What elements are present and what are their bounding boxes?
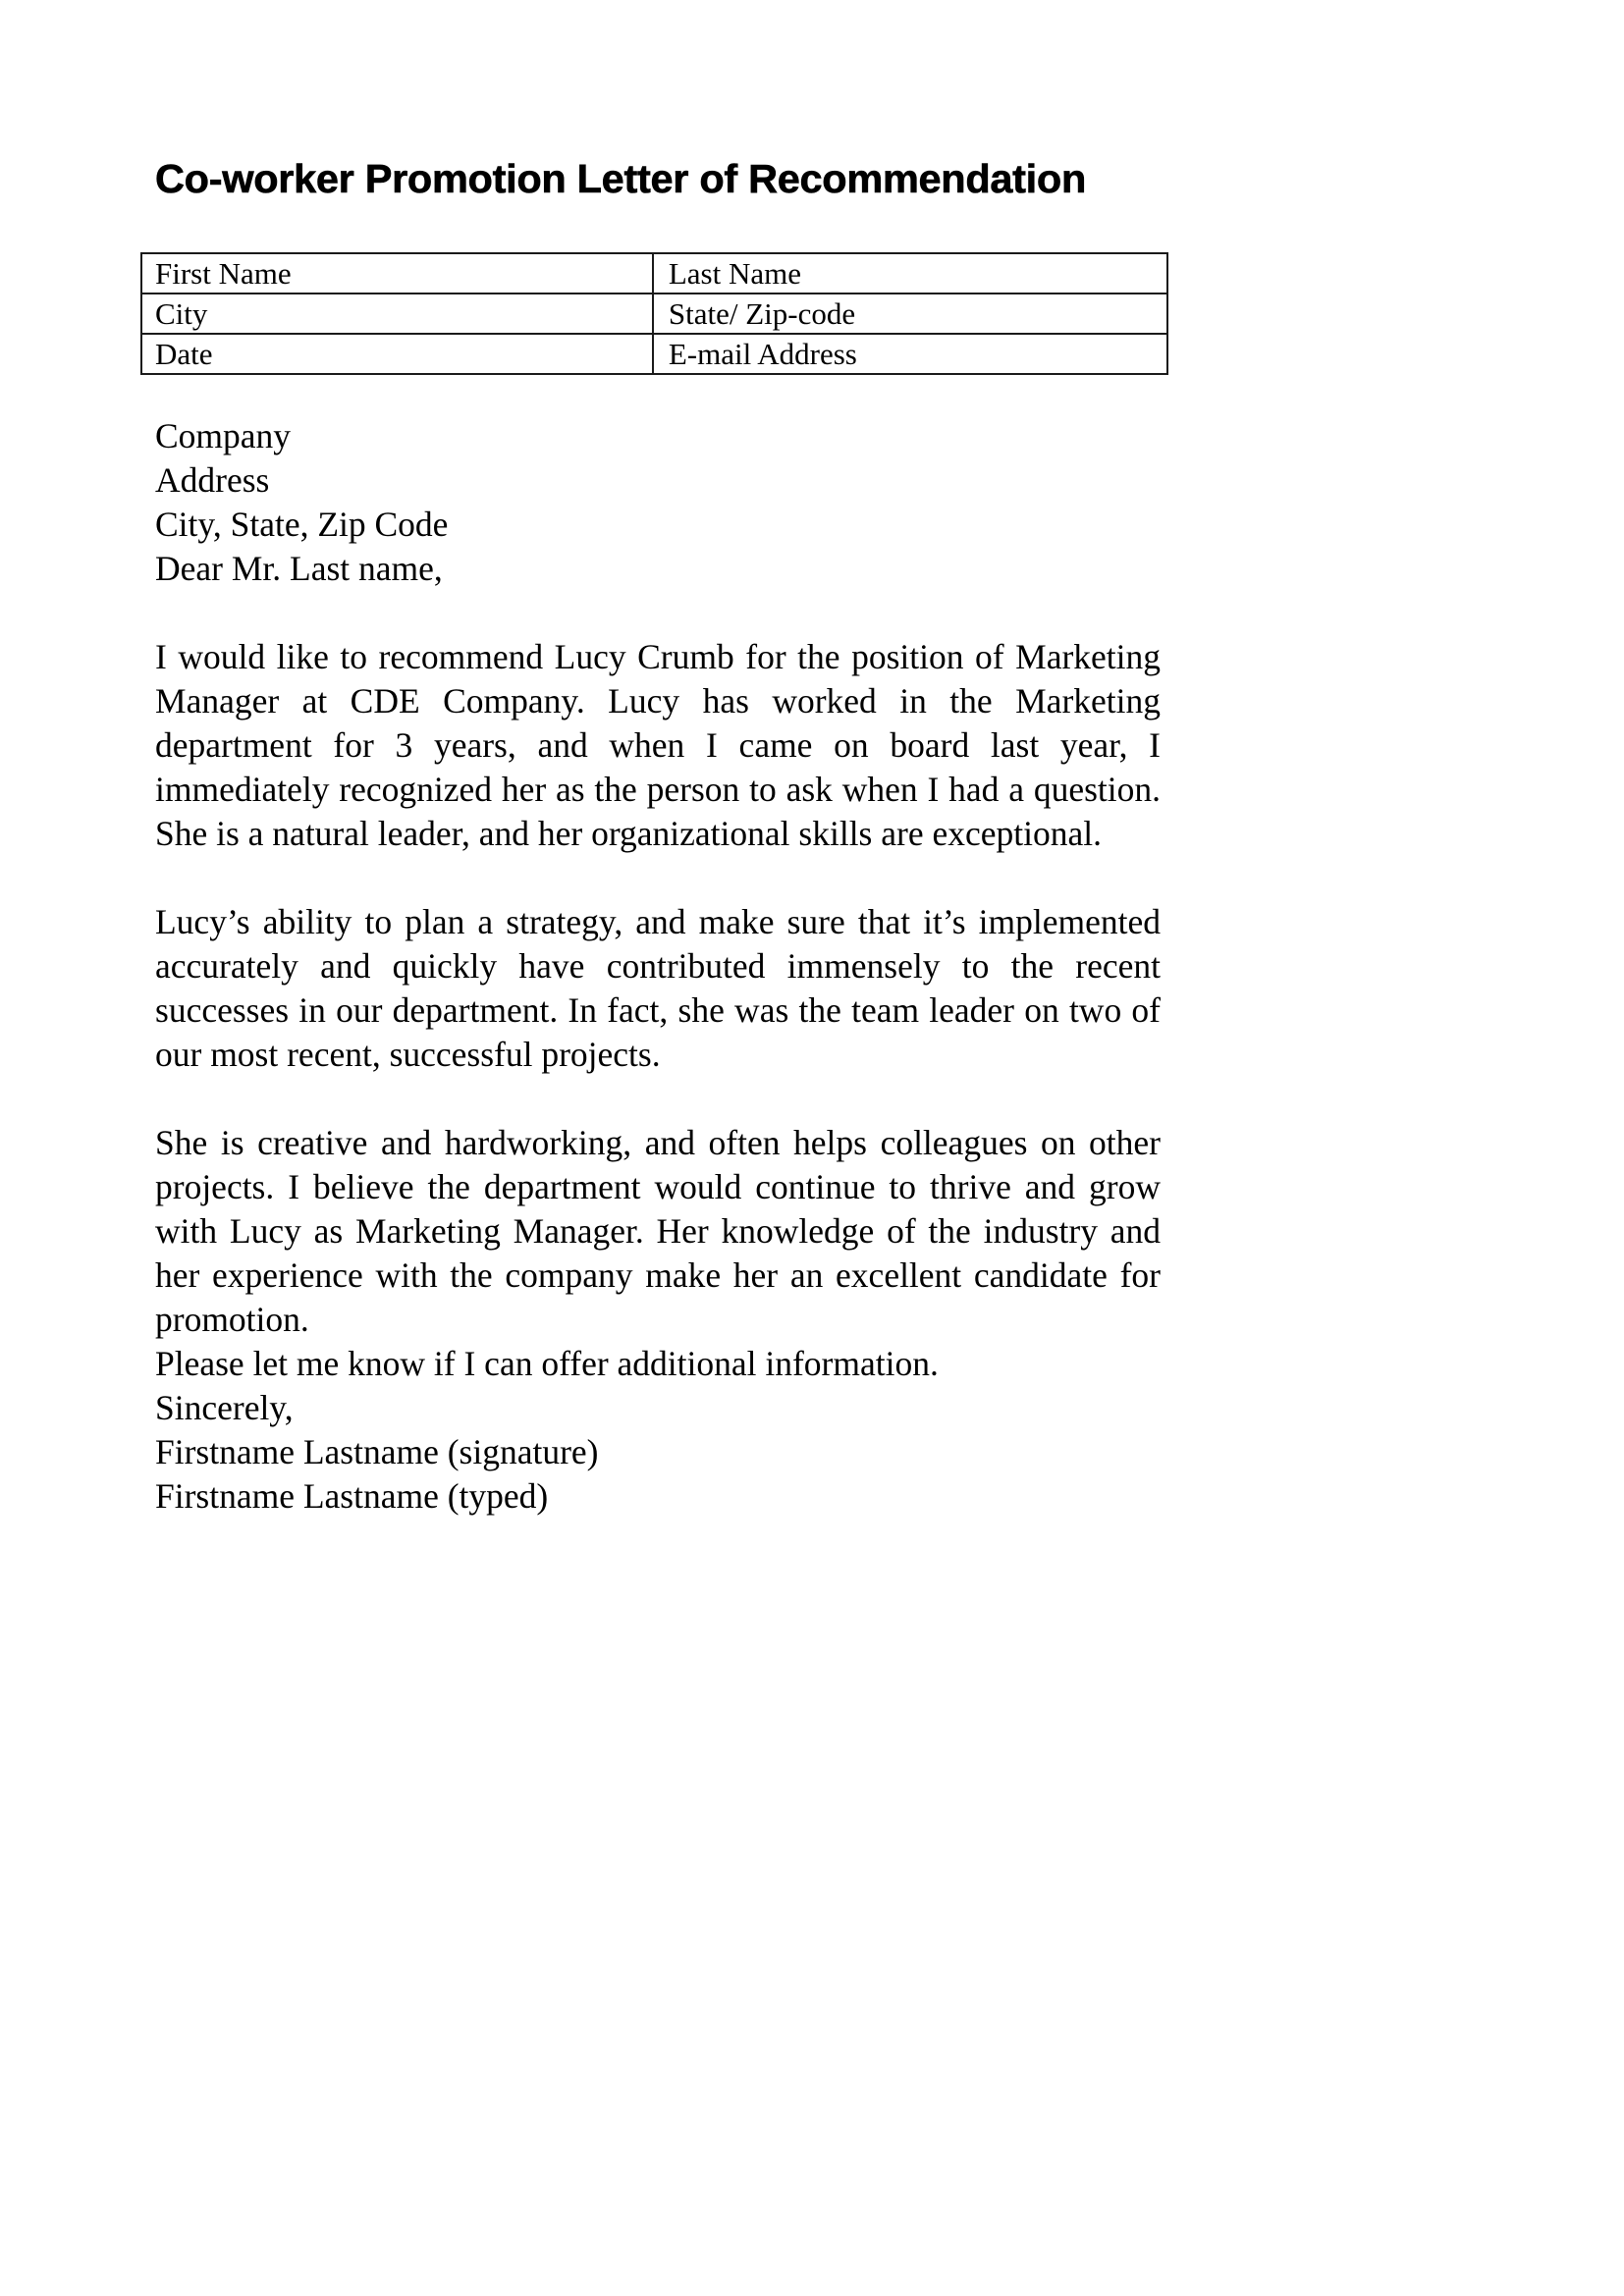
body-paragraph: Lucy’s ability to plan a strategy, and make sure that it’s implemented accurately and quickly have contributed immensely to the recent successes in our department. In fact, she was the team leader on two of our most recent, successful projects. (155, 902, 1161, 1074)
state-zip-cell: State/ Zip-code (653, 294, 1167, 334)
date-cell: Date (141, 334, 653, 374)
recipient-address-block (155, 414, 1161, 591)
title-container (155, 155, 1086, 202)
signature-line: Firstname Lastname (signature) (155, 1432, 599, 1471)
body-paragraph: I would like to recommend Lucy Crumb for the position of Marketing Manager at CDE Company. Lucy has worked in the Marketing department for 3 years, and when I came on board last year, I immediately recognized her as the person to ask when I had a question. She is a natural leader, and her organizational skills are exceptional. (155, 637, 1161, 853)
table-row (141, 253, 1167, 294)
recipient-company: Company (155, 416, 292, 455)
page-title: Co-worker Promotion Letter of Recommendation (155, 156, 1086, 201)
first-name-cell: First Name (141, 253, 653, 294)
table-row (141, 294, 1167, 334)
city-cell: City (141, 294, 653, 334)
sender-info-table (140, 252, 1168, 375)
letter-closing (155, 1342, 1161, 1519)
letter-body (155, 635, 1161, 1519)
recipient-address: Address (155, 460, 270, 500)
valediction: Sincerely, (155, 1388, 294, 1427)
closing-offer: Please let me know if I can offer additional information. (155, 1344, 939, 1383)
recipient-city-state-zip: City, State, Zip Code (155, 505, 449, 544)
typed-name-line: Firstname Lastname (typed) (155, 1476, 549, 1516)
last-name-cell: Last Name (653, 253, 1167, 294)
salutation: Dear Mr. Last name, (155, 549, 443, 588)
table-row (141, 334, 1167, 374)
body-paragraph: She is creative and hardworking, and often helps colleagues on other projects. I believe the department would continue to thrive and grow with Lucy as Marketing Manager. Her knowledge of the industry and her experience with the company make her an excellent candidate for promotion. (155, 1123, 1161, 1339)
email-cell: E-mail Address (653, 334, 1167, 374)
